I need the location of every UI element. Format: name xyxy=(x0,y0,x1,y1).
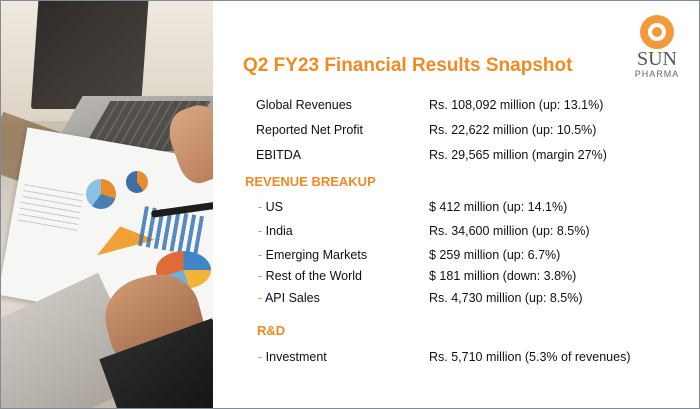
bullet-dash: - xyxy=(258,200,266,214)
revenue-value: $ 181 million (down: 3.8%) xyxy=(429,269,577,283)
revenue-label xyxy=(258,269,362,283)
logo-sub: PHARMA xyxy=(634,69,680,79)
bullet-dash: - xyxy=(258,269,266,283)
revenue-value: Rs. 4,730 million (up: 8.5%) xyxy=(429,291,583,305)
revenue-label xyxy=(258,291,320,305)
revenue-label xyxy=(258,248,367,262)
revenue-label-text: Rest of the World xyxy=(265,269,362,283)
revenue-label-text: US xyxy=(265,200,284,214)
pie-chart-icon xyxy=(86,179,116,209)
summary-label: Reported Net Profit xyxy=(256,123,363,137)
bullet-dash: - xyxy=(258,224,266,238)
rnd-label-text: Investment xyxy=(265,350,327,364)
revenue-breakup-heading: REVENUE BREAKUP xyxy=(245,174,376,189)
bullet-dash: - xyxy=(258,291,265,305)
summary-value: Rs. 22,622 million (up: 10.5%) xyxy=(429,123,597,137)
revenue-value: $ 412 million (up: 14.1%) xyxy=(429,200,568,214)
summary-label: Global Revenues xyxy=(256,98,352,112)
logo-name: SUN xyxy=(636,48,677,70)
slide-title: Q2 FY23 Financial Results Snapshot xyxy=(243,55,573,76)
pie-chart-icon xyxy=(126,171,148,193)
revenue-label-text: API Sales xyxy=(264,291,320,305)
rnd-heading: R&D xyxy=(257,323,286,338)
summary-value: Rs. 108,092 million (up: 13.1%) xyxy=(429,98,604,112)
sun-pharma-logo xyxy=(619,15,687,81)
summary-label: EBITDA xyxy=(256,148,302,162)
revenue-label-text: Emerging Markets xyxy=(265,248,368,262)
revenue-label xyxy=(258,224,293,238)
rnd-label xyxy=(258,350,327,364)
business-analysis-photo xyxy=(1,1,213,408)
revenue-label xyxy=(258,200,283,214)
laptop-screen-shape xyxy=(31,1,149,109)
revenue-value: Rs. 34,600 million (up: 8.5%) xyxy=(429,224,590,238)
rnd-value: Rs. 5,710 million (5.3% of revenues) xyxy=(429,350,631,364)
bullet-dash: - xyxy=(258,248,266,262)
revenue-label-text: India xyxy=(265,224,293,238)
revenue-value: $ 259 million (up: 6.7%) xyxy=(429,248,561,262)
summary-value: Rs. 29,565 million (margin 27%) xyxy=(429,148,607,162)
sun-icon-core xyxy=(652,27,662,37)
bullet-dash: - xyxy=(258,350,266,364)
